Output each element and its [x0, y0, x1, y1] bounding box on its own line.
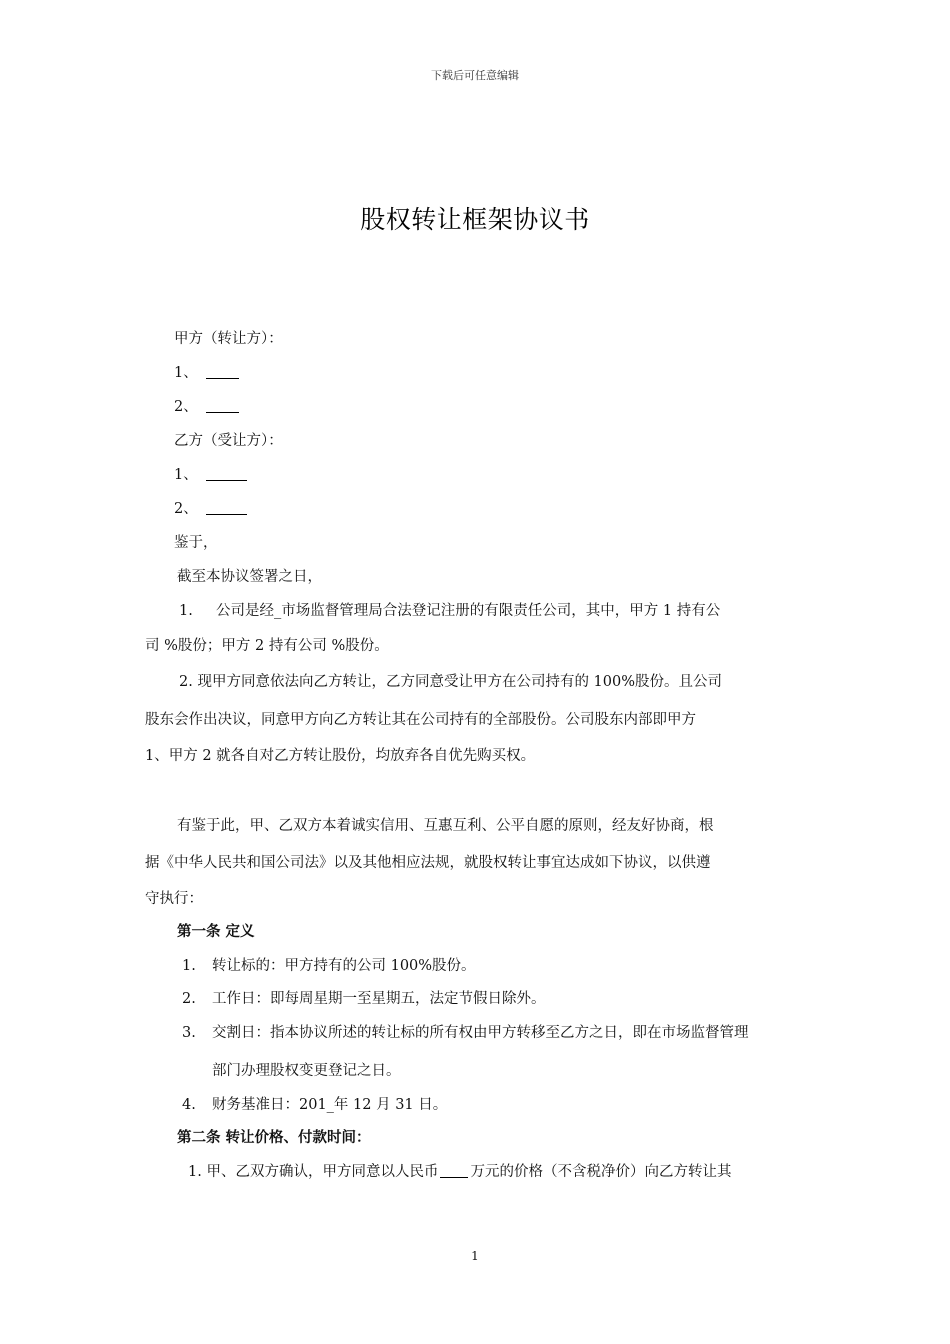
article-2-item-1 — [188, 1162, 731, 1182]
whereas-text: 鉴于， — [174, 535, 218, 551]
article-1-item-4 — [182, 1095, 447, 1115]
article-1-item-3-cont: 部门办理股权变更登记之日。 — [212, 1063, 401, 1079]
article-1-item-4-num: 4. — [182, 1097, 196, 1113]
preamble-line-2: 据《中华人民共和国公司法》以及其他相应法规，就股权转让事宜达成如下协议，以供遵 — [145, 855, 711, 871]
article-1-heading: 第一条 定义 — [177, 923, 255, 940]
party-b-item-1 — [174, 465, 247, 485]
page-header: 下载后可任意编辑 — [431, 69, 519, 82]
party-a-item-1 — [174, 363, 239, 383]
article-1-item-2-num: 2. — [182, 991, 196, 1007]
recital-1-text: 公司是经_市场监督管理局合法登记注册的有限责任公司，其中，甲方 1 持有公 — [216, 603, 721, 619]
party-b-item-1-num: 1、 — [174, 467, 198, 483]
article-2-price-blank — [440, 1163, 468, 1178]
article-2-heading: 第二条 转让价格、付款时间： — [177, 1129, 371, 1146]
article-1-item-1-num: 1. — [182, 958, 196, 974]
party-b-item-2 — [174, 499, 247, 519]
party-a-item-2-blank — [206, 398, 239, 413]
party-a-item-2-num: 2、 — [174, 399, 198, 415]
article-1-item-1 — [182, 956, 476, 976]
article-1-item-4-text: 财务基准日：201_年 12 月 31 日。 — [212, 1097, 448, 1113]
article-2-item-1-text-b: 万元的价格（不含税净价）向乙方转让其 — [470, 1164, 732, 1180]
article-2-item-1-text-a: 1. 甲、乙双方确认，甲方同意以人民币 — [188, 1164, 439, 1180]
page-number: 1 — [471, 1249, 479, 1263]
article-1-item-2 — [182, 989, 546, 1009]
article-1-item-2-text: 工作日：即每周星期一至星期五，法定节假日除外。 — [212, 991, 546, 1007]
recital-2-line-3: 1、甲方 2 就各自对乙方转让股份，均放弃各自优先购买权。 — [145, 748, 536, 764]
party-a-item-2 — [174, 397, 239, 417]
article-1-item-3 — [182, 1023, 749, 1043]
recital-1-line-1 — [179, 601, 720, 621]
party-b-label: 乙方（受让方）： — [174, 433, 283, 449]
article-1-item-3-num: 3. — [182, 1025, 196, 1041]
party-a-item-1-num: 1、 — [174, 365, 198, 381]
party-b-item-2-num: 2、 — [174, 501, 198, 517]
party-b-item-1-blank — [206, 466, 247, 481]
article-1-item-3-text: 交割日：指本协议所述的转让标的所有权由甲方转移至乙方之日，即在市场监督管理 — [212, 1025, 749, 1041]
recital-1-line-2: 司 %股份；甲方 2 持有公司 %股份。 — [145, 638, 389, 654]
document-title: 股权转让框架协议书 — [360, 205, 590, 234]
preamble-line-1: 有鉴于此，甲、乙双方本着诚实信用、互惠互利、公平自愿的原则，经友好协商，根 — [177, 818, 714, 834]
party-a-item-1-blank — [206, 364, 239, 379]
recital-1-num: 1. — [179, 603, 193, 619]
preamble-line-3: 守执行： — [145, 891, 203, 907]
recital-2-line-1: 2. 现甲方同意依法向乙方转让，乙方同意受让甲方在公司持有的 100%股份。且公司 — [179, 674, 723, 690]
as-of-text: 截至本协议签署之日， — [177, 569, 322, 585]
article-1-item-1-text: 转让标的：甲方持有的公司 100%股份。 — [212, 958, 476, 974]
party-b-item-2-blank — [206, 500, 247, 515]
party-a-label: 甲方（转让方）： — [174, 331, 283, 347]
recital-2-line-2: 股东会作出决议，同意甲方向乙方转让其在公司持有的全部股份。公司股东内部即甲方 — [145, 712, 696, 728]
